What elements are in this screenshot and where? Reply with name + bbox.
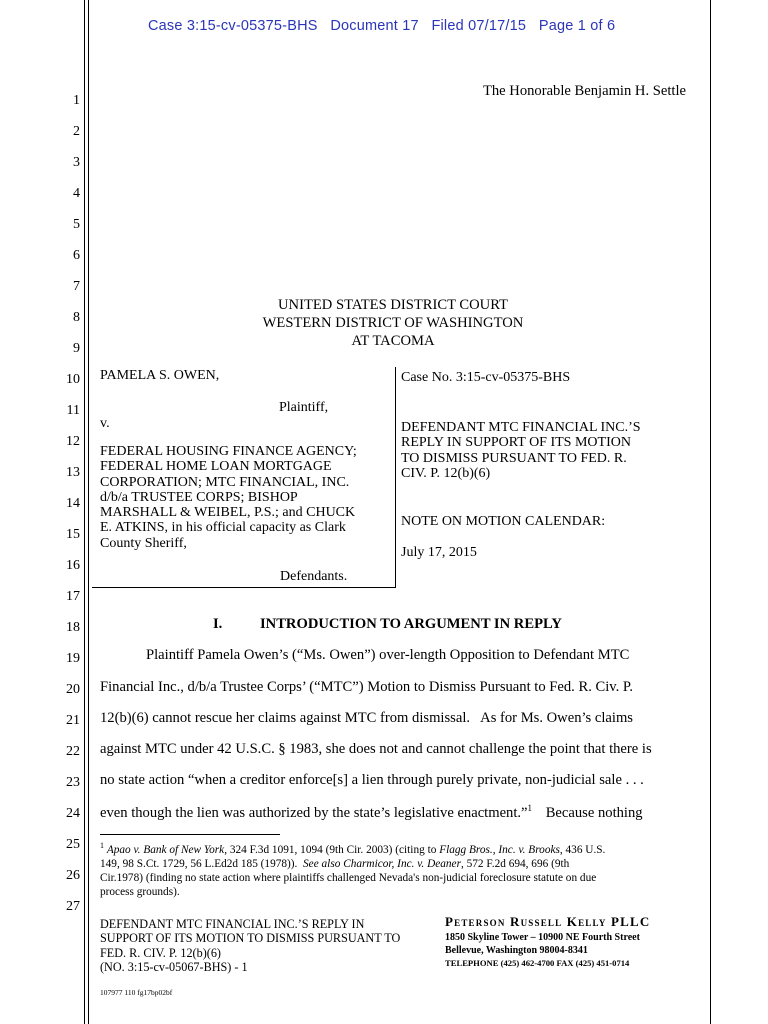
plaintiff-name: PAMELA S. OWEN, (100, 368, 220, 383)
document-title-line: CIV. P. 12(b)(6) (401, 465, 491, 481)
line-number: 21 (66, 713, 80, 728)
line-number: 9 (73, 341, 80, 356)
ecf-filed: Filed 07/17/15 (431, 18, 527, 34)
body-line: no state action “when a creditor enforce[s] a lien through purely private, non-judicial sale . . . (100, 772, 644, 788)
footer-title-line: SUPPORT OF ITS MOTION TO DISMISS PURSUANT TO (100, 931, 401, 946)
footnote-signal: See also (303, 857, 341, 870)
line-number: 17 (66, 589, 80, 604)
section-number: I. (213, 616, 223, 632)
footnote-text: , 324 F.3d 1091, 1094 (9th Cir. 2003) (citing to (224, 843, 440, 856)
note-on-motion-calendar: NOTE ON MOTION CALENDAR: (401, 514, 606, 529)
footer-title (100, 917, 400, 974)
firm-address-line1: 1850 Skyline Tower – 10900 NE Fourth Street (445, 932, 640, 943)
line-number: 22 (66, 744, 80, 759)
footnote (100, 839, 700, 899)
document-title-line: REPLY IN SUPPORT OF ITS MOTION (401, 435, 631, 451)
defendant-line: FEDERAL HOME LOAN MORTGAGE (100, 459, 332, 475)
line-number: 6 (73, 248, 80, 263)
line-number: 13 (66, 465, 80, 480)
defendant-line: MARSHALL & WEIBEL, P.S.; and CHUCK (100, 505, 356, 521)
body-line: Financial Inc., d/b/a Trustee Corps’ (“MTC”) Motion to Dismiss Pursuant to Fed. R. Civ. P. (100, 679, 634, 695)
line-number: 14 (66, 496, 80, 511)
document-id: 107977 110 fg17bp02bf (100, 988, 173, 997)
ecf-page: Page 1 of 6 (538, 18, 616, 34)
margin-rule-outer (84, 0, 85, 1024)
line-number: 18 (66, 620, 80, 635)
line-number: 1 (73, 93, 80, 108)
footer-title-line: (NO. 3:15-cv-05067-BHS) - 1 (100, 959, 248, 974)
defendant-line: FEDERAL HOUSING FINANCE AGENCY; (100, 444, 357, 459)
line-number: 16 (66, 558, 80, 573)
firm-name: Peterson Russell Kelly PLLC (445, 914, 651, 929)
plaintiff-label: Plaintiff, (279, 400, 329, 415)
body-line: Because nothing (545, 804, 643, 821)
line-number: 26 (66, 868, 80, 883)
caption-bottom-rule (92, 587, 396, 588)
line-number: 12 (66, 434, 80, 449)
footnote-text: , 572 F.2d 694, 696 (9th (460, 857, 570, 870)
line-number: 25 (66, 837, 80, 852)
footnote-citation: Flagg Bros., Inc. v. Brooks (439, 843, 560, 856)
line-number: 7 (73, 279, 80, 294)
line-number: 20 (66, 682, 80, 697)
footer-title-line: FED. R. CIV. P. 12(b)(6) (100, 945, 221, 960)
court-division: AT TACOMA (351, 333, 435, 349)
body-line: Plaintiff Pamela Owen’s (“Ms. Owen”) over-length Opposition to Defendant MTC (146, 647, 630, 663)
ecf-document: Document 17 (330, 18, 419, 34)
footnote-line (100, 857, 700, 871)
line-number: 4 (73, 186, 80, 201)
line-number: 24 (66, 806, 80, 821)
ecf-header (148, 18, 615, 34)
judge-name: The Honorable Benjamin H. Settle (482, 83, 686, 99)
defendants-label: Defendants. (280, 569, 348, 584)
body-line: 12(b)(6) cannot rescue her claims against MTC from dismissal. As for Ms. Owen’s claims (100, 710, 633, 726)
court-district: WESTERN DISTRICT OF WASHINGTON (262, 315, 524, 331)
line-number: 15 (66, 527, 80, 542)
footnote-text: , 436 U.S. (559, 843, 606, 856)
footnote-line: process grounds). (100, 885, 180, 898)
margin-rule-right (710, 0, 711, 1024)
footnote-separator (100, 834, 280, 835)
court-name: UNITED STATES DISTRICT COURT (278, 297, 508, 313)
document-title (401, 420, 641, 481)
motion-date: July 17, 2015 (401, 545, 477, 560)
body-line: even though the lien was authorized by the state’s legislative enactment.” (100, 804, 528, 821)
line-number: 27 (66, 899, 80, 914)
defendant-line: E. ATKINS, in his official capacity as Clark (100, 520, 346, 536)
defendant-line: d/b/a TRUSTEE CORPS; BISHOP (100, 489, 298, 505)
defendant-line: County Sheriff, (100, 535, 187, 551)
firm-address-line2: Bellevue, Washington 98004-8341 (445, 945, 588, 956)
case-number: Case No. 3:15-cv-05375-BHS (401, 370, 571, 385)
defendants-list (100, 444, 357, 551)
document-title-line: TO DISMISS PURSUANT TO FED. R. (401, 450, 627, 466)
body-line-last (100, 803, 643, 822)
footnote-line (100, 839, 700, 857)
body-line: against MTC under 42 U.S.C. § 1983, she does not and cannot challenge the point that there is (100, 741, 652, 757)
line-number: 8 (73, 310, 80, 325)
court-heading (88, 296, 698, 350)
versus: v. (100, 416, 110, 431)
footer-title-line: DEFENDANT MTC FINANCIAL INC.’S REPLY IN (100, 917, 365, 931)
footnote-text: 149, 98 S.Ct. 1729, 56 L.Ed2d 185 (1978)). (100, 857, 304, 870)
defendant-line: CORPORATION; MTC FINANCIAL, INC. (100, 474, 350, 490)
margin-rule-inner (88, 0, 89, 1024)
footnote-citation: Charmicor, Inc. v. Deaner (343, 857, 461, 870)
firm-phone: TELEPHONE (425) 462-4700 FAX (425) 451-0714 (445, 958, 630, 968)
line-number: 5 (73, 217, 80, 232)
line-number: 10 (66, 372, 80, 387)
ecf-case: Case 3:15-cv-05375-BHS (148, 18, 318, 34)
footnote-citation: Apao v. Bank of New York (106, 843, 225, 856)
section-heading (213, 616, 562, 633)
line-number: 3 (73, 155, 80, 170)
line-number: 19 (66, 651, 80, 666)
footnote-line: Cir.1978) (finding no state action where plaintiffs challenged Nevada's non-judicial foreclosure statute on due (100, 871, 597, 884)
section-title: INTRODUCTION TO ARGUMENT IN REPLY (259, 616, 562, 632)
firm-block (445, 914, 650, 968)
line-number: 23 (66, 775, 80, 790)
document-title-line: DEFENDANT MTC FINANCIAL INC.’S (401, 420, 641, 435)
footnote-reference[interactable]: 1 (527, 803, 533, 813)
line-number: 2 (73, 124, 80, 139)
footnote-marker: 1 (100, 841, 104, 850)
line-number: 11 (66, 403, 80, 418)
caption-divider (395, 367, 396, 587)
